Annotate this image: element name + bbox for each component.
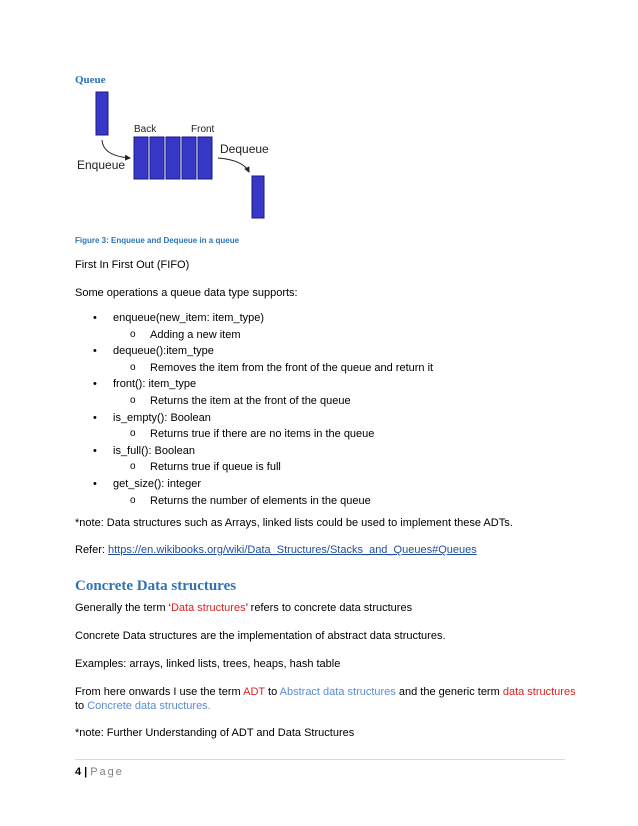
page-footer: [75, 766, 124, 778]
fifo-text: First In First Out (FIFO): [75, 259, 190, 271]
from-here-text: [75, 685, 576, 699]
figure-caption: Figure 3: Enqueue and Dequeue in a queue: [75, 236, 240, 245]
from-here-text-line2: [75, 699, 211, 713]
adt-term: ADT: [243, 686, 265, 698]
queue-item: [134, 137, 148, 179]
from-here-part2: to: [264, 686, 280, 698]
generic-ds-term: data structures: [502, 686, 576, 698]
operation-description: [75, 427, 575, 444]
page-number: 4: [75, 766, 82, 778]
concrete-ds-heading: Concrete Data structures: [75, 578, 237, 594]
operation-description-text: Returns the item at the front of the queue: [150, 394, 351, 407]
queue-items: [134, 137, 212, 179]
abstract-ds-term: Abstract data structures: [279, 686, 396, 698]
enqueue-label: Enqueue: [77, 158, 126, 172]
sub-bullet: o: [130, 361, 136, 373]
footer-divider: [75, 759, 565, 760]
operations-list: [75, 311, 575, 510]
note-further-understanding: *note: Further Understanding of ADT and Data Structures: [75, 727, 355, 739]
operation-description: [75, 328, 575, 345]
wikibooks-link[interactable]: https://en.wikibooks.org/wiki/Data_Structures/Stacks_and_Queues#Queues: [108, 544, 477, 556]
data-structures-term: Data structures: [170, 602, 246, 614]
queue-heading: Queue: [75, 74, 106, 86]
operation-item: • get_size(): integer: [75, 477, 575, 494]
sub-bullet: o: [130, 394, 136, 406]
queue-item: [182, 137, 196, 179]
from-here-part3: and the generic term: [395, 686, 503, 698]
operation-description-text: Returns true if queue is full: [150, 461, 281, 474]
from-here-part1: From here onwards I use the term: [75, 686, 244, 698]
operation-description-text: Returns true if there are no items in the queue: [150, 428, 375, 441]
queue-item: [198, 137, 212, 179]
dequeue-arrow: [218, 158, 249, 172]
concrete-implementation-text: Concrete Data structures are the implementation of abstract data structures.: [75, 630, 446, 642]
queue-item: [166, 137, 180, 179]
operation-description: [75, 361, 575, 378]
from-here-part4: to: [75, 700, 88, 712]
note-implementation: *note: Data structures such as Arrays, linked lists could be used to implement these ADTs.: [75, 517, 513, 529]
concrete-ds-term: Concrete data structures.: [87, 700, 211, 712]
examples-text: Examples: arrays, linked lists, trees, heaps, hash table: [75, 658, 341, 670]
operation-item: • is_empty(): Boolean: [75, 411, 575, 428]
sub-bullet: o: [130, 461, 136, 473]
operation-item: • enqueue(new_item: item_type): [75, 311, 575, 328]
operation-description-text: Adding a new item: [150, 328, 241, 341]
sub-bullet: o: [130, 494, 136, 506]
enqueue-arrow: [102, 140, 130, 158]
refer-label: Refer:: [75, 544, 109, 556]
footer-separator: |: [84, 766, 88, 778]
operation-description: [75, 394, 575, 411]
dequeue-label: Dequeue: [220, 142, 269, 156]
page-word: Page: [90, 766, 124, 778]
sub-bullet: o: [130, 328, 136, 340]
operation-description-text: Returns the number of elements in the queue: [150, 494, 371, 507]
generally-text: [75, 601, 412, 615]
queue-diagram: [75, 90, 295, 220]
generally-after: ’ refers to concrete data structures: [245, 602, 413, 614]
dequeued-item-block: [252, 176, 264, 218]
operation-item: • dequeue():item_type: [75, 344, 575, 361]
sub-bullet: o: [130, 428, 136, 440]
generally-before: Generally the term ‘: [75, 602, 171, 614]
operation-description-text: Removes the item from the front of the queue and return it: [150, 361, 434, 374]
operation-description: [75, 460, 575, 477]
operation-description: [75, 494, 575, 511]
front-label: Front: [191, 124, 215, 135]
incoming-item-block: [96, 92, 108, 135]
operations-intro: Some operations a queue data type supports:: [75, 287, 298, 299]
refer-line: [75, 543, 477, 557]
queue-item: [150, 137, 164, 179]
back-label: Back: [134, 124, 157, 135]
operation-item: • is_full(): Boolean: [75, 444, 575, 461]
operation-item: • front(): item_type: [75, 377, 575, 394]
